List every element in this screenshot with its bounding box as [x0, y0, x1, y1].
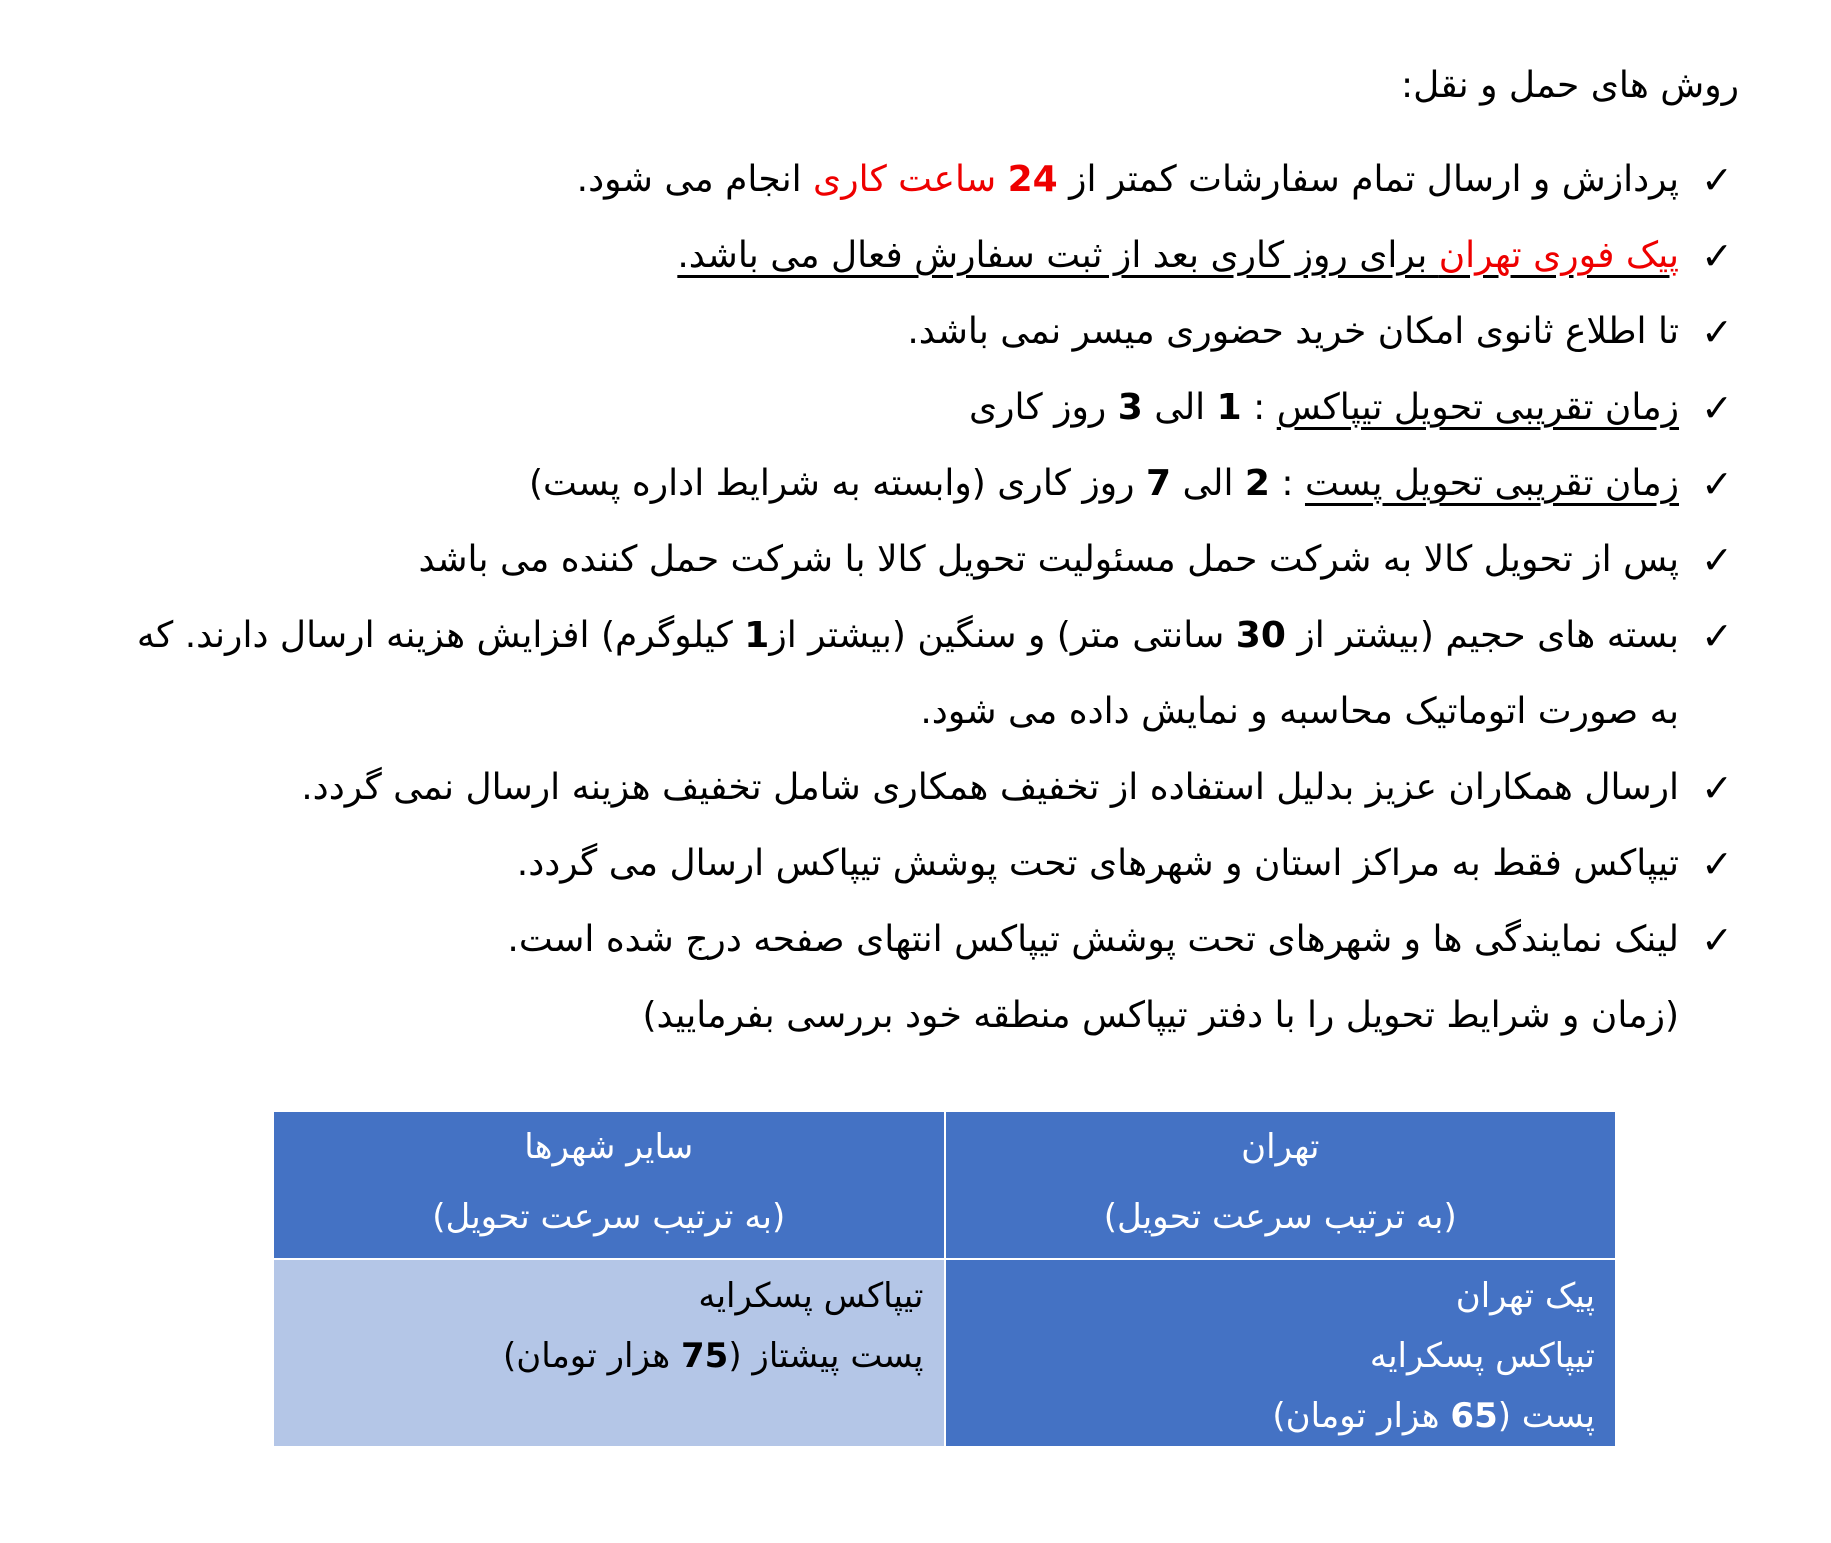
tehran-option: پیک تهران — [1455, 1276, 1595, 1316]
text-run: هزار تومان) — [503, 1336, 682, 1376]
list-item-text: (زمان و شرایط تحویل را با دفتر تیپاکس منطقه خود بررسی بفرمایید) — [642, 995, 1679, 1036]
text-run: روز کاری (وابسته به شرایط اداره پست) — [528, 463, 1146, 504]
delivery-table — [272, 1110, 1617, 1448]
text-run: پست ( — [1497, 1396, 1595, 1436]
text-run: تا اطلاع ثانوی امکان خرید حضوری میسر نمی باشد. — [907, 311, 1679, 352]
post-time-label: زمان تقریبی تحویل پست — [1304, 463, 1679, 504]
checkmark-icon: ✓ — [1701, 842, 1733, 886]
list-item-text — [529, 454, 1679, 514]
number: 3 — [1117, 387, 1143, 428]
checkmark-icon: ✓ — [1701, 766, 1733, 810]
list-item-text — [301, 758, 1679, 818]
list-item-text — [137, 606, 1679, 666]
list-item-text — [577, 150, 1679, 210]
list-item-text: به صورت اتوماتیک محاسبه و نمایش داده می شود. — [920, 691, 1679, 732]
price-number: 65 — [1450, 1396, 1498, 1436]
list-item-text — [677, 226, 1679, 286]
tehran-header-cell — [945, 1111, 1617, 1259]
tehran-header-subtitle: (به ترتیب سرعت تحویل) — [1103, 1197, 1457, 1237]
list-item-text — [907, 302, 1679, 362]
page-heading: روش های حمل و نقل: — [1401, 65, 1739, 106]
text-run: برای روز کاری بعد از ثبت سفارش فعال می باشد. — [677, 235, 1439, 276]
list-item-text — [507, 910, 1679, 970]
number: 2 — [1244, 463, 1270, 504]
text-run: روز کاری — [968, 387, 1118, 428]
hours-number: 24 — [1007, 159, 1058, 200]
checkmark-icon: ✓ — [1701, 310, 1733, 354]
price-number: 75 — [681, 1336, 729, 1376]
tehran-option: تیپاکس پسکرایه — [1369, 1336, 1595, 1376]
others-option — [294, 1326, 924, 1386]
text-run: تیپاکس فقط به مراکز استان و شهرهای تحت پوشش تیپاکس ارسال می گردد. — [516, 843, 1679, 884]
text-run: لینک نمایندگی ها و شهرهای تحت پوشش تیپاکس انتهای صفحه درج شده است. — [507, 919, 1679, 960]
others-options-cell — [273, 1259, 945, 1447]
text-run: الی — [1171, 463, 1245, 504]
table-row — [273, 1259, 1616, 1447]
number: 7 — [1145, 463, 1172, 504]
tipax-time-label: زمان تقریبی تحویل تیپاکس — [1276, 387, 1679, 428]
checkmark-icon: ✓ — [1701, 614, 1733, 658]
text-run: الی — [1142, 387, 1217, 428]
list-item-text — [969, 378, 1679, 438]
others-header-title: سایر شهرها — [524, 1127, 694, 1167]
tehran-header-title: تهران — [1241, 1127, 1320, 1167]
text-run: انجام می شود. — [576, 159, 814, 200]
text-run: پردازش و ارسال تمام سفارشات کمتر از — [1057, 159, 1679, 200]
hours-label: ساعت کاری — [813, 159, 1008, 200]
text-run: : — [1269, 463, 1305, 504]
text-run: کیلوگرم) افزایش هزینه ارسال دارند. که — [136, 615, 745, 656]
list-item-text — [517, 834, 1679, 894]
express-courier-label: پیک فوری تهران — [1438, 235, 1679, 276]
others-header-cell — [273, 1111, 945, 1259]
checkmark-icon: ✓ — [1701, 462, 1733, 506]
checkmark-icon: ✓ — [1701, 538, 1733, 582]
others-header-subtitle: (به ترتیب سرعت تحویل) — [432, 1197, 786, 1237]
tehran-options-cell — [945, 1259, 1617, 1447]
tehran-option — [966, 1386, 1596, 1446]
checkmark-icon: ✓ — [1701, 386, 1733, 430]
table-header-row — [273, 1111, 1616, 1259]
text-run: ارسال همکاران عزیز بدلیل استفاده از تخفیف همکاری شامل تخفیف هزینه ارسال نمی گردد. — [301, 767, 1679, 808]
number: 30 — [1235, 615, 1286, 656]
text-run: هزار تومان) — [1272, 1396, 1451, 1436]
text-run: بسته های حجیم (بیشتر از — [1285, 615, 1679, 656]
text-run: : — [1241, 387, 1277, 428]
text-run: پست پیشتاز ( — [728, 1336, 924, 1376]
checkmark-icon: ✓ — [1701, 158, 1733, 202]
others-option: تیپاکس پسکرایه — [698, 1276, 924, 1316]
text-run: سانتی متر) و سنگین (بیشتر از — [769, 615, 1236, 656]
list-item-text — [418, 530, 1679, 590]
number: 1 — [744, 615, 770, 656]
checkmark-icon: ✓ — [1701, 918, 1733, 962]
checkmark-icon: ✓ — [1701, 234, 1733, 278]
text-run: پس از تحویل کالا به شرکت حمل مسئولیت تحویل کالا با شرکت حمل کننده می باشد — [418, 539, 1679, 580]
number: 1 — [1216, 387, 1242, 428]
